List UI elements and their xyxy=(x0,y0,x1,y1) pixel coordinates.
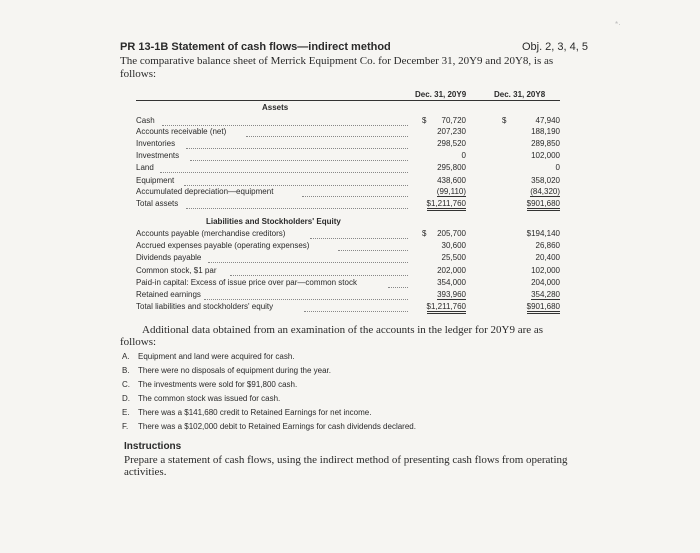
currency-sign: $ xyxy=(422,229,427,238)
item-text: There were no disposals of equipment during the year. xyxy=(138,366,332,375)
value-20y8: 26,860 xyxy=(535,241,560,250)
row-label: Total assets xyxy=(136,199,179,208)
leader-dots xyxy=(302,187,408,197)
table-row xyxy=(136,290,560,301)
value-20y9: 30,600 xyxy=(441,241,466,250)
item-letter: B. xyxy=(122,366,130,375)
list-item xyxy=(122,364,416,378)
table-row xyxy=(136,199,560,210)
value-20y9: 298,520 xyxy=(437,139,466,148)
value-20y8: 102,000 xyxy=(531,266,560,275)
table-row xyxy=(136,278,560,289)
value-20y9-total: $1,211,760 xyxy=(427,302,466,314)
value-20y8-total: $901,680 xyxy=(527,302,560,314)
instructions-title: Instructions xyxy=(124,441,182,452)
value-20y9-total: $1,211,760 xyxy=(427,199,466,211)
row-label: Accounts payable (merchandise creditors) xyxy=(136,229,286,238)
value-20y8: 289,850 xyxy=(531,139,560,148)
row-label: Accounts receivable (net) xyxy=(136,127,227,136)
value-20y9: 0 xyxy=(461,151,466,160)
problem-intro: The comparative balance sheet of Merrick Equipment Co. for December 31, 20Y9 and 20Y8, is as follows: xyxy=(120,55,554,80)
leader-dots xyxy=(160,163,408,173)
value-20y8: 47,940 xyxy=(535,116,560,125)
table-row xyxy=(136,302,560,313)
leader-dots xyxy=(338,241,408,251)
value-20y9: 205,700 xyxy=(437,229,466,238)
row-label: Equipment xyxy=(136,176,175,185)
list-item xyxy=(122,350,416,364)
value-20y9: 207,230 xyxy=(437,127,466,136)
additional-data-list xyxy=(122,350,416,434)
leader-dots xyxy=(304,302,408,312)
table-row xyxy=(136,253,560,264)
table-row xyxy=(136,187,560,198)
leader-dots xyxy=(246,127,408,137)
instructions-body: Prepare a statement of cash flows, using the indirect method of presenting cash flows from operating activities. xyxy=(124,454,568,478)
item-letter: D. xyxy=(122,394,130,403)
currency-sign: $ xyxy=(502,116,507,125)
leader-dots xyxy=(388,278,408,288)
item-letter: C. xyxy=(122,380,130,389)
value-20y9: 202,000 xyxy=(437,266,466,275)
row-label: Investments xyxy=(136,151,180,160)
item-text: The common stock was issued for cash. xyxy=(138,394,281,403)
table-row xyxy=(136,127,560,138)
item-letter: F. xyxy=(122,422,129,431)
value-20y8: 358,020 xyxy=(531,176,560,185)
table-row xyxy=(136,266,560,277)
value-20y8: $194,140 xyxy=(526,229,560,238)
header-rule xyxy=(136,100,560,101)
row-label: Total liabilities and stockholders' equity xyxy=(136,302,274,311)
table-row xyxy=(136,176,560,187)
value-20y9: 70,720 xyxy=(441,116,466,125)
problem-header xyxy=(120,41,588,53)
value-20y8: 204,000 xyxy=(531,278,560,287)
table-row xyxy=(136,139,560,150)
item-letter: A. xyxy=(122,352,130,361)
value-20y8: 188,190 xyxy=(531,127,560,136)
leader-dots xyxy=(230,266,408,276)
value-20y8: 354,280 xyxy=(531,290,560,299)
leader-dots xyxy=(186,199,408,209)
list-item xyxy=(122,378,416,392)
leader-dots xyxy=(162,116,408,126)
liabilities-section-title: Liabilities and Stockholders' Equity xyxy=(206,217,341,226)
list-item xyxy=(122,392,416,406)
assets-section-title: Assets xyxy=(262,103,289,112)
item-text: Equipment and land were acquired for cash. xyxy=(138,352,295,361)
table-row xyxy=(136,151,560,162)
column-header-20y9: Dec. 31, 20Y9 xyxy=(415,90,467,99)
item-text: There was a $102,000 debit to Retained Earnings for cash dividends declared. xyxy=(138,422,416,431)
value-20y8: 20,400 xyxy=(535,253,560,262)
value-20y8: (84,320) xyxy=(530,187,560,196)
value-20y9: 354,000 xyxy=(437,278,466,287)
value-20y9: 25,500 xyxy=(441,253,466,262)
leader-dots xyxy=(184,176,408,186)
leader-dots xyxy=(190,151,408,161)
row-label: Cash xyxy=(136,116,155,125)
margin-scribble: *· xyxy=(615,20,621,29)
row-label: Land xyxy=(136,163,154,172)
value-20y8: 102,000 xyxy=(531,151,560,160)
leader-dots xyxy=(186,139,408,149)
item-text: There was a $141,680 credit to Retained Earnings for net income. xyxy=(138,408,372,417)
item-text: The investments were sold for $91,800 cash. xyxy=(138,380,298,389)
value-20y8: 0 xyxy=(555,163,560,172)
table-row xyxy=(136,229,560,240)
value-20y9: 393,960 xyxy=(437,290,466,299)
row-label: Accumulated depreciation—equipment xyxy=(136,187,274,196)
column-header-20y8: Dec. 31, 20Y8 xyxy=(494,90,546,99)
value-20y9: (99,110) xyxy=(436,187,466,196)
currency-sign: $ xyxy=(422,116,427,125)
list-item xyxy=(122,406,416,420)
additional-data-paragraph: Additional data obtained from an examination of the accounts in the ledger for 20Y9 are as follows: xyxy=(120,324,544,348)
table-row xyxy=(136,241,560,252)
value-20y9: 295,800 xyxy=(437,163,466,172)
row-label: Paid-in capital: Excess of issue price over par—common stock xyxy=(136,278,357,287)
value-20y8-total: $901,680 xyxy=(527,199,560,211)
row-label: Inventories xyxy=(136,139,176,148)
row-label: Accrued expenses payable (operating expenses) xyxy=(136,241,310,250)
leader-dots xyxy=(310,229,408,239)
table-row xyxy=(136,116,560,127)
problem-title: PR 13-1B Statement of cash flows—indirect method xyxy=(120,41,391,53)
row-label: Dividends payable xyxy=(136,253,202,262)
list-item xyxy=(122,420,416,434)
row-label: Common stock, $1 par xyxy=(136,266,217,275)
value-20y9: 438,600 xyxy=(437,176,466,185)
leader-dots xyxy=(208,253,408,263)
objectives-label: Obj. 2, 3, 4, 5 xyxy=(521,41,588,53)
row-label: Retained earnings xyxy=(136,290,201,299)
leader-dots xyxy=(204,290,408,300)
table-row xyxy=(136,163,560,174)
item-letter: E. xyxy=(122,408,130,417)
